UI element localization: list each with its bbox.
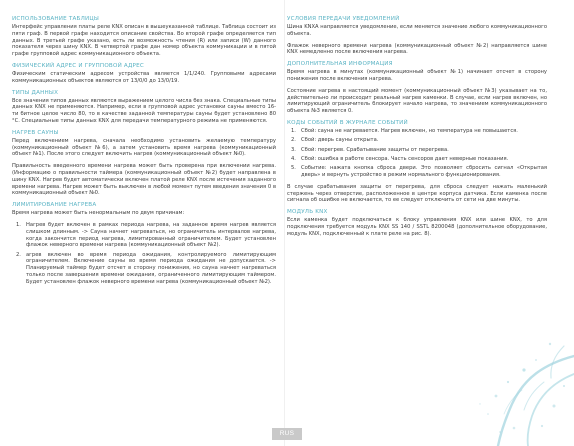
list-item: 5. Событие: нажата кнопка сброса двери. Это позволяет сбросить сигнал «Открытая дверь» и вернуть устройство в режим нормального функционирования. [291, 165, 547, 178]
section-text: В случае срабатывания защиты от перегрева, для сброса следует нажать маленький стержень через отверстие, расположенное в центре корпуса датчика. Если каменка после сигнала об ошибке не включается, то ее следует отключить от сети на две минуты. [287, 183, 547, 204]
event-code-list [287, 128, 547, 179]
section-text: Шина KNXA направляется уведомление, если меняется значение любого коммуникационного объекта. [287, 24, 547, 37]
section-text: Правильность введенного времени нагрева может быть проверена при включении нагрева. (Информацию о правильности таймера (коммуникационный объект №2) будет направлена в шину KNX. Нагрев будет автоматически включен платой реле KNX после истечения заданного времени нагрева. Нагрев может быть выключен в любой момент путем введения значения 0 в коммуникационный объект №0. [12, 163, 276, 197]
language-badge: RUS [272, 428, 302, 440]
water-splash-icon [404, 286, 574, 446]
section-text: Состояние нагрева в настоящий момент (коммуникационный объект №3) указывает на то, действительно ли происходит реальный нагрев каменки. В случае, если нагрев включен, но лимитирующий ограничитель блокирует начало нагрева, то значением коммуникационного объекта №3 является 0. [287, 87, 547, 115]
section-text: Если каменка будет подключаться к блоку управления KNX или шине KNX, то для подключения требуется модуль KNX SS 140 / SSTL 8200048 (дополнительное оборудование, модуль KNX, подключенный к плате реле на рис. 8). [287, 217, 547, 237]
section-text: Физическим статическим адресом устройства является 1/1/240. Групповыми адресами коммуникационных объектов являются от 13/0/0 до 13/0/19. [12, 70, 276, 84]
list-item: 1. Нагрев будет включен в рамках периода нагрева, на заданное время нагрев является слишком длинным. -> Сауна начнет нагреваться, но ограничитель интервалов нагрева, когда закончится период нагрева, лимитированный ограничителем. Будет установлен флажок неверного времени нагрева (коммуникационный объект №2). [16, 221, 276, 249]
section-text: Флажок неверного времени нагрева (коммуникационный объект №2) направляется шине KNX немедленно после включения нагрева. [287, 42, 547, 56]
section-heading: ИСПОЛЬЗОВАНИЕ ТАБЛИЦЫ [12, 16, 100, 22]
section-heading: УСЛОВИЯ ПЕРЕДАЧИ УВЕДОМЛЕНИЙ [287, 16, 400, 22]
section-text: Интерфейс управления платы реле KNX описан в вышеуказанной таблице. Таблица состоит из пяти граф. В первой графе находится описание свойства. Во второй графе определяется тип данных. В третьей графе указано, есть ли возможность чтения (R) или записи (W) данного показателя через шину KNX. В четвертой графе дан номер объекта коммуникации и в пятой графе групповой адрес коммуникационного объекта. [12, 24, 276, 58]
section-heading: НАГРЕВ САУНЫ [12, 129, 59, 136]
list-item: 2. агрев включен во время периода ожидания, контролируемого лимитирующим ограничителем. Включение сауны во время периода ожидания не допускается. -> Планируемый таймер будет отсчет в сторону понижения, но сауна начнет нагреваться только после завершения времени ожидания, ограниченного лимитирующим таймером. Будет установлен флажок неверного времени нагрева (коммуникационный объект №2). [16, 251, 276, 285]
section-text: Все значения типов данных являются выражением целого числа без знака. Специальные типы данных KNX не применяются. Например, если в групповой адрес установки сауны вместо 16-ти битное целое число 80, то в качестве заданной температуры сауны будет установлено 80 °C. Специальные типы данных KNX для передачи температурного режима не применяются. [12, 97, 276, 124]
list-item: 1. Сбой: сауна не нагревается. Нагрев включен, но температура не повышается. [291, 127, 518, 134]
section-heading: ЛИМИТИРОВАНИЕ НАГРЕВА [12, 202, 97, 209]
section-text: Время нагрева в минутах (коммуникационный объект №1) начинает отсчет в сторону понижения после включения нагрева. [287, 69, 547, 82]
section-heading: ДОПОЛНИТЕЛЬНАЯ ИНФОРМАЦИЯ [287, 61, 393, 68]
section-text: Время нагрева может быть ненормальным по двум причинам: [12, 210, 185, 217]
list-item: 4. Сбой: ошибка в работе сенсора. Часть сенсоров дает неверные показания. [291, 155, 509, 162]
section-heading: МОДУЛЬ KNX [287, 209, 328, 216]
list-item: 3. Сбой: перегрев. Срабатывание защиты от перегрева. [291, 146, 449, 153]
right-column [287, 16, 547, 243]
page-fold [284, 0, 285, 446]
section-heading: КОДЫ СОБЫТИЙ В ЖУРНАЛЕ СОБЫТИЙ [287, 119, 408, 126]
left-column [12, 16, 276, 291]
numbered-list [12, 222, 276, 286]
section-heading: ФИЗИЧЕСКИЙ АДРЕС И ГРУППОВОЙ АДРЕС [12, 62, 144, 69]
list-item: 2. Сбой: дверь сауны открыта. [291, 137, 379, 144]
section-text: Перед включением нагрева, сначала необходимо установить желаемую температуру (коммуникационный объект №6), а затем установить время нагрева (коммуникационный объект №1). После этого следует включить нагрев (коммуникационный объект №0). [12, 137, 276, 158]
section-heading: ТИПЫ ДАННЫХ [12, 89, 59, 96]
